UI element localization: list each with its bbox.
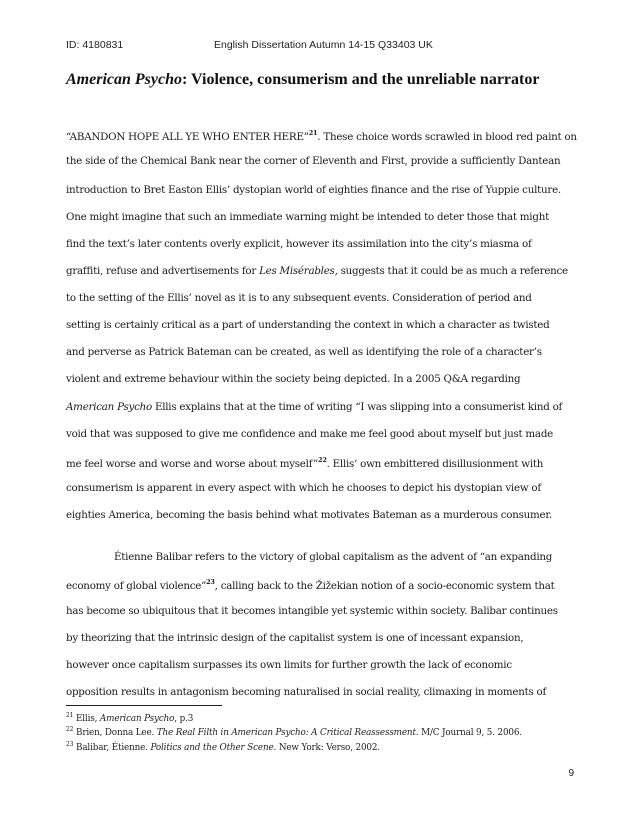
text-line (66, 265, 568, 277)
text-line: to the setting of the Ellis’ novel as it is to any subsequent events. Consideration of period and (66, 292, 532, 304)
page-number: 9 (568, 768, 574, 779)
footnote-23 (66, 741, 380, 753)
text-line: One might imagine that such an immediate warning might be intended to deter those that might (66, 211, 549, 223)
text-line: Étienne Balibar refers to the victory of global capitalism as the advent of “an expanding (114, 551, 553, 563)
header-course: English Dissertation Autumn 14-15 Q33403 UK (214, 39, 433, 51)
text-line (66, 578, 555, 592)
text-line: setting is certainly critical as a part of understanding the context in which a character as twisted (66, 319, 550, 331)
text-line: void that was supposed to give me confidence and make me feel good about myself but just made (66, 428, 553, 440)
footnote-italic: The Real Filth in American Psycho: A Critical Reassessment (156, 728, 416, 738)
footnote-divider (66, 705, 222, 706)
title-rest: : Violence, consumerism and the unreliable narrator (182, 71, 540, 88)
title-book: American Psycho (66, 71, 182, 88)
footnote-italic: Politics and the Other Scene (150, 743, 274, 753)
text-italic: American Psycho (66, 401, 152, 413)
text-line: eighties America, becoming the basis behind what motivates Bateman as a murderous consumer. (66, 509, 552, 521)
footnote-number: 21 (66, 712, 74, 719)
text-italic: Les Misérables (259, 265, 335, 277)
page-title (66, 71, 539, 89)
header-id: ID: 4180831 (66, 39, 124, 51)
footnote-number: 23 (66, 741, 74, 748)
text-line: consumerism is apparent in every aspect with which he chooses to depict his dystopian view of (66, 482, 541, 494)
footnote-italic: American Psycho (99, 714, 175, 724)
footnote-number: 22 (66, 726, 74, 733)
text-line: find the text’s later contents overly explicit, however its assimilation into the city’s miasma of (66, 238, 532, 250)
text-line: introduction to Bret Easton Ellis’ dystopian world of eighties finance and the rise of Yuppie culture. (66, 184, 561, 196)
text-line: by theorizing that the intrinsic design of the capitalist system is one of incessant expansion, (66, 632, 524, 644)
text-line: however once capitalism surpasses its own limits for further growth the lack of economic (66, 659, 512, 671)
text-line (66, 456, 543, 470)
footnote-text: Ellis, (76, 714, 100, 724)
footnote-text: Balibar, Étienne. (76, 743, 151, 753)
text-line: and perverse as Patrick Bateman can be created, as well as identifying the role of a character’s (66, 346, 542, 358)
text-segment: . These choice words scrawled in blood red paint on (317, 131, 577, 143)
footnote-text: , p.3 (174, 714, 194, 724)
footnote-text: Brien, Donna Lee. (76, 728, 157, 738)
footnote-22 (66, 726, 522, 738)
text-line (66, 129, 577, 143)
text-segment: , suggests that it could be as much a reference (334, 265, 568, 277)
footnote-ref: 21 (308, 129, 318, 137)
text-segment: . Ellis’ own embittered disillusionment with (326, 458, 544, 470)
footnote-ref: 23 (206, 578, 215, 586)
footnote-ref: 22 (318, 456, 327, 464)
footnote-21 (66, 712, 193, 724)
text-segment: me feel worse and worse and worse about myself” (66, 458, 319, 470)
text-segment: graffiti, refuse and advertisements for (66, 265, 260, 277)
text-line: violent and extreme behaviour within the society being depicted. In a 2005 Q&A regarding (66, 373, 521, 385)
text-line: has become so ubiquitous that it becomes intangible yet systemic within society. Balibar continues (66, 605, 558, 617)
text-segment: “ABANDON HOPE ALL YE WHO ENTER HERE” (66, 131, 309, 143)
text-segment: economy of global violence” (66, 580, 207, 592)
text-line (66, 401, 562, 413)
footnote-text: . M/C Journal 9, 5. 2006. (415, 728, 522, 738)
text-line: opposition results in antagonism becoming naturalised in social reality, climaxing in moments of (66, 686, 547, 698)
text-segment: , calling back to the Žižekian notion of a socio-economic system that (214, 580, 555, 592)
footnote-text: . New York: Verso, 2002. (273, 743, 380, 753)
text-line: the side of the Chemical Bank near the corner of Eleventh and First, provide a sufficiently Dantean (66, 155, 561, 167)
text-segment: Ellis explains that at the time of writing “I was slipping into a consumerist kind of (151, 401, 563, 413)
